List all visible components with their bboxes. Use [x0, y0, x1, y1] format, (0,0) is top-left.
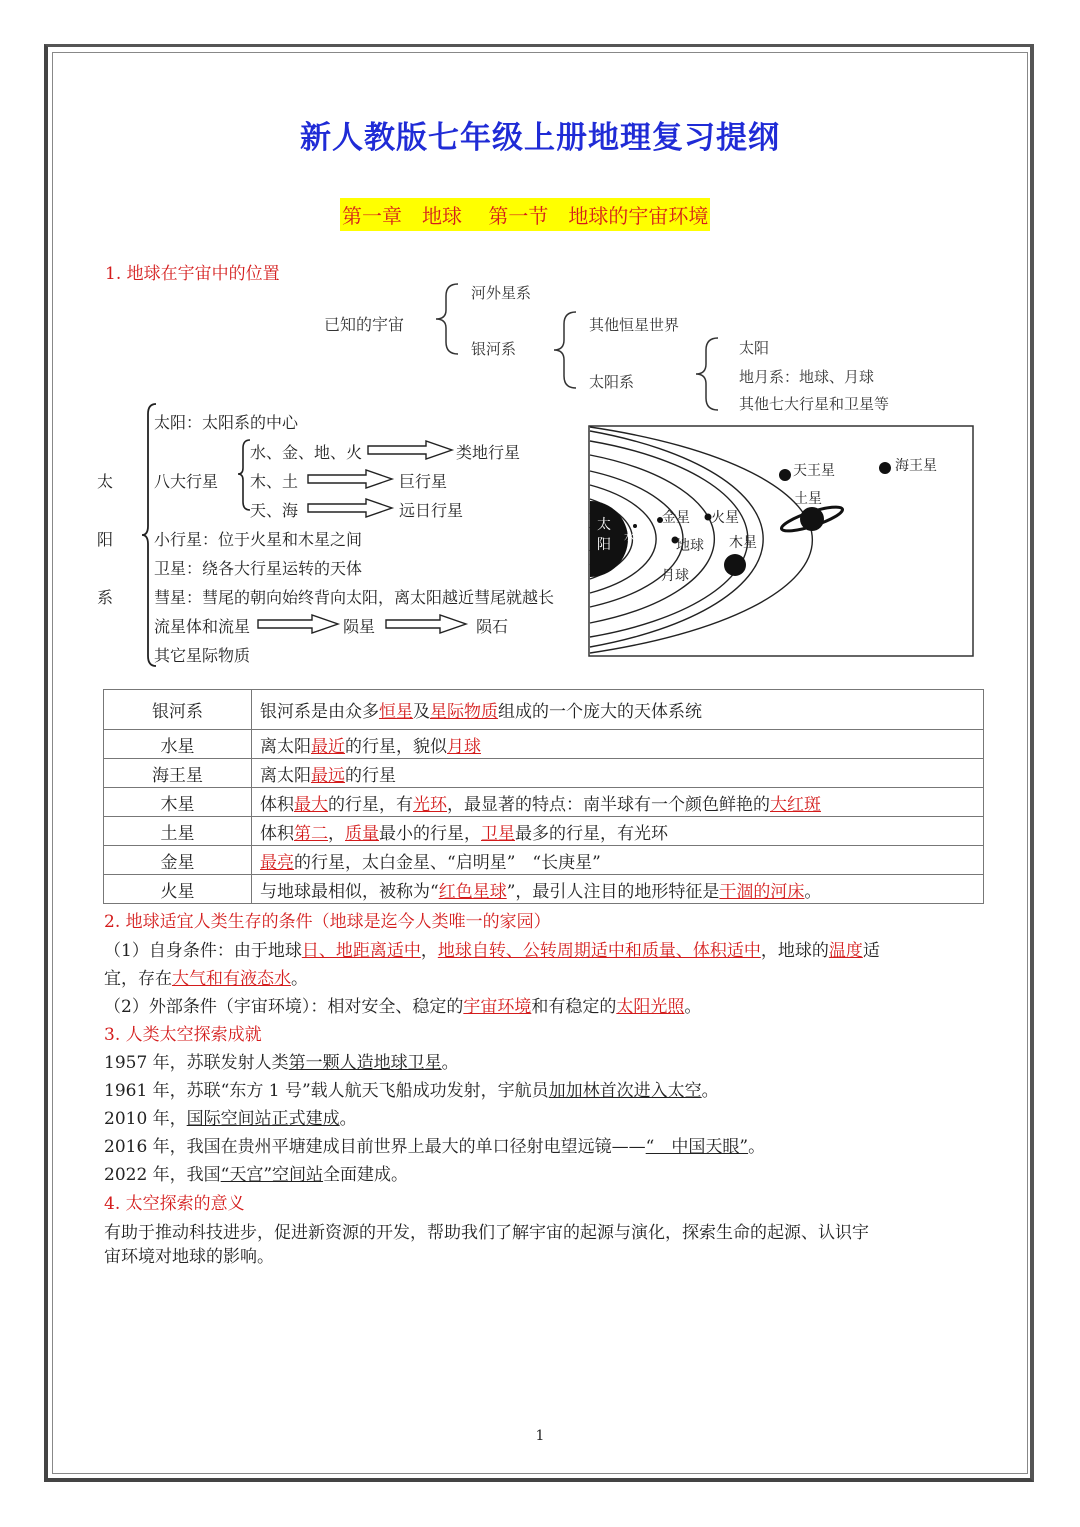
tree-earth-moon: 地月系：地球、月球 [739, 368, 875, 386]
text: 的行星 [345, 765, 396, 786]
arrow-icon [306, 469, 396, 489]
terrestrial-type: 类地行星 [456, 443, 521, 462]
side-char: 阳 [97, 530, 114, 549]
meteorite-label: 陨星 [343, 617, 376, 636]
text: 体积 [260, 794, 294, 815]
planet-label: 地球 [676, 538, 704, 554]
table-value-cell [252, 788, 984, 817]
internal-conditions [104, 937, 880, 965]
table-key-cell: 海王星 [104, 759, 252, 788]
giant-group: 木、土 [250, 472, 299, 491]
text: 组成的一个庞大的天体系统 [498, 702, 702, 722]
sun-char: 太 [597, 517, 611, 533]
text: 。 [701, 1081, 719, 1101]
text: 。 [804, 881, 822, 902]
text: 1961 年，苏联“东方 1 号”载人航天飞船成功发射，宇航员 [104, 1081, 549, 1101]
table-row [104, 690, 984, 730]
key-term: 第二 [294, 823, 328, 844]
page-number: 1 [535, 1428, 545, 1444]
document-title: 新人教版七年级上册地理复习提纲 [300, 120, 780, 156]
table-row [104, 875, 984, 904]
side-char: 系 [97, 588, 114, 607]
arrow-icon [384, 614, 474, 634]
table-row [104, 788, 984, 817]
text: 。 [748, 1137, 766, 1157]
planet-label: 月球 [661, 568, 689, 584]
text: ，地球的 [760, 941, 829, 961]
text: ，最显著的特点：南半球有一个颜色鲜艳的 [447, 794, 770, 815]
text: 的行星，有 [328, 794, 413, 815]
text: 最多的行星，有光环 [515, 823, 668, 844]
key-term: 最远 [311, 765, 345, 786]
table-row [104, 730, 984, 759]
key-term: 恒星 [379, 702, 413, 722]
table-key-cell: 土星 [104, 817, 252, 846]
text: 最小的行星， [379, 823, 481, 844]
table-row [104, 846, 984, 875]
key-term: 干涸的河床 [719, 881, 805, 902]
table-key-cell: 木星 [104, 788, 252, 817]
tree-universe: 已知的宇宙 [324, 315, 405, 334]
planet-label: 火星 [711, 510, 739, 526]
section-1-heading: 1. 地球在宇宙中的位置 [105, 264, 280, 284]
text: ”，最引人注目的地形特征是 [506, 881, 720, 902]
key-term: 光环 [413, 794, 447, 815]
interstellar-line: 其它星际物质 [154, 646, 251, 665]
table-value-cell [252, 817, 984, 846]
tree-extragalaxy: 河外星系 [471, 284, 532, 302]
text: 银河系是由众多 [260, 702, 379, 722]
key-term: 大红斑 [770, 794, 821, 815]
significance-line-1: 有助于推动科技进步，促进新资源的开发，帮助我们了解宇宙的起源与演化，探索生命的起源、认识宇 [104, 1223, 869, 1243]
key-term: 卫星 [481, 823, 515, 844]
external-conditions [104, 993, 701, 1021]
sun-line: 太阳：太阳系的中心 [154, 413, 299, 432]
section-4-heading: 4. 太空探索的意义 [104, 1194, 245, 1214]
text: 的行星，貌似 [345, 736, 447, 757]
text: 2016 年，我国在贵州平塘建成目前世界上最大的单口径射电望远镜—— [104, 1137, 646, 1157]
section-3-heading: 3. 人类太空探索成就 [104, 1025, 262, 1045]
solar-orbit-diagram [588, 425, 976, 659]
brace-milkyway [550, 310, 580, 390]
key-term: “天宫”空间站 [220, 1165, 324, 1185]
table-key-cell: 水星 [104, 730, 252, 759]
table-value-cell [252, 846, 984, 875]
satellite-line: 卫星：绕各大行星运转的天体 [154, 559, 363, 578]
key-term: 国际空间站正式建成 [186, 1109, 340, 1129]
table-key-cell: 银河系 [104, 690, 252, 730]
table-row [104, 759, 984, 788]
table-key-cell: 金星 [104, 846, 252, 875]
key-term: 质量 [345, 823, 379, 844]
key-term: 最大 [294, 794, 328, 815]
key-term: 红色星球 [438, 881, 507, 902]
text: 。 [441, 1053, 459, 1073]
text: 及 [413, 702, 430, 722]
outer-group: 天、海 [250, 501, 299, 520]
chapter-heading: 第一章 地球 第一节 地球的宇宙环境 [340, 198, 710, 231]
table-key-cell: 火星 [104, 875, 252, 904]
key-term: 温度 [828, 941, 863, 961]
tree-other-planets: 其他七大行星和卫星等 [739, 395, 890, 413]
text: 。 [339, 1109, 357, 1129]
text: 与地球最相似，被称为“ [260, 881, 439, 902]
planet-label: 水星 [624, 530, 646, 543]
outer-type: 远日行星 [399, 501, 464, 520]
text: 全面建成。 [323, 1165, 409, 1185]
arrow-icon [256, 614, 346, 634]
planet-label: 木星 [729, 535, 757, 551]
text: 2022 年，我国 [104, 1165, 221, 1185]
key-term: “ 中国天眼” [645, 1137, 749, 1157]
tree-solar-system: 太阳系 [589, 373, 635, 391]
text: 和有稳定的 [531, 997, 617, 1017]
text: 。 [684, 997, 702, 1017]
achievement-2022 [104, 1161, 408, 1189]
tree-milkyway: 银河系 [471, 340, 517, 358]
comet-line: 彗星：彗尾的朝向始终背向太阳，离太阳越近彗尾就越长 [154, 588, 555, 607]
key-term: 最亮 [260, 852, 294, 873]
planet-label: 土星 [794, 491, 822, 507]
tree-sun: 太阳 [739, 339, 770, 357]
meteoroid-label: 流星体和流星 [154, 617, 251, 636]
key-term: 最近 [311, 736, 345, 757]
key-term: 星际物质 [430, 702, 498, 722]
planet-label: 金星 [662, 510, 690, 526]
significance-line-2: 宙环境对地球的影响。 [104, 1247, 274, 1267]
key-term: 宇宙环境 [463, 997, 532, 1017]
text: （1）自身条件：由于地球 [104, 941, 302, 961]
text: 离太阳 [260, 765, 311, 786]
terrestrial-group: 水、金、地、火 [250, 443, 363, 462]
text: 离太阳 [260, 736, 311, 757]
key-term: 地球自转、公转周期适中和质量、体积适中 [437, 941, 761, 961]
planet-info-table [103, 689, 984, 904]
stone-label: 陨石 [476, 617, 509, 636]
achievement-1957 [104, 1049, 459, 1077]
text: 。 [291, 969, 308, 989]
key-term: 加加林首次进入太空 [548, 1081, 702, 1101]
text: ， [328, 823, 345, 844]
table-row [104, 817, 984, 846]
text: 的行星，太白金星、“启明星” “长庚星” [294, 852, 601, 873]
eight-planets-label: 八大行星 [154, 472, 219, 491]
key-term: 日、地距离适中 [301, 941, 421, 961]
sun-char: 阳 [597, 537, 611, 553]
brace-solar-system [692, 336, 722, 412]
achievement-2016 [104, 1133, 765, 1161]
arrow-icon [366, 440, 456, 460]
text: 宜，存在 [104, 969, 172, 989]
achievement-1961 [104, 1077, 719, 1105]
brace-universe [432, 282, 462, 356]
internal-conditions-cont [104, 965, 308, 993]
text: ， [420, 941, 438, 961]
achievement-2010 [104, 1105, 357, 1133]
side-char: 太 [97, 472, 114, 491]
text: 2010 年， [104, 1109, 187, 1129]
minor-planets-line: 小行星：位于火星和木星之间 [154, 530, 363, 549]
text: 1957 年，苏联发射人类 [104, 1053, 289, 1073]
giant-type: 巨行星 [399, 472, 448, 491]
section-2-heading: 2. 地球适宜人类生存的条件（地球是迄今人类唯一的家园） [104, 912, 551, 932]
tree-other-stars: 其他恒星世界 [589, 316, 680, 334]
text: （2）外部条件（宇宙环境）：相对安全、稳定的 [104, 997, 464, 1017]
text: 适 [862, 941, 880, 961]
solar-system-composition-diagram [66, 396, 600, 678]
planet-label: 海王星 [895, 458, 937, 474]
table-value-cell [252, 730, 984, 759]
text: 体积 [260, 823, 294, 844]
key-term: 月球 [447, 736, 481, 757]
planet-label: 天王星 [793, 463, 835, 479]
table-value-cell [252, 690, 984, 730]
arrow-icon [306, 498, 396, 518]
table-value-cell [252, 875, 984, 904]
table-value-cell [252, 759, 984, 788]
key-term: 太阳光照 [616, 997, 685, 1017]
key-term: 第一颗人造地球卫星 [288, 1053, 442, 1073]
key-term: 大气和有液态水 [172, 969, 291, 989]
